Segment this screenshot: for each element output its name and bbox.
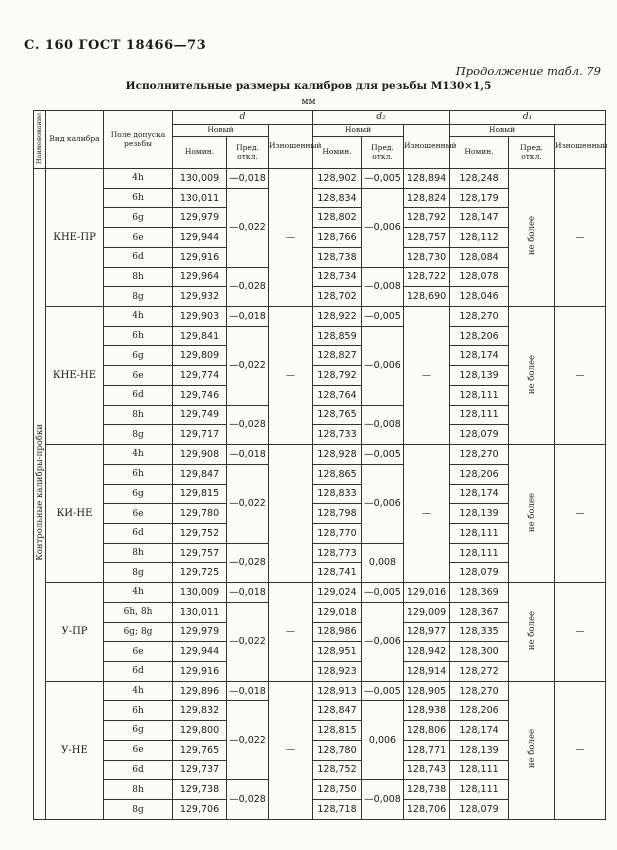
d-deviation: —0,022 — [227, 701, 269, 780]
d2-nominal: 128,951 — [313, 642, 362, 662]
d1-worn: — — [555, 583, 606, 682]
d2-nominal: 128,750 — [313, 780, 362, 800]
d-deviation: —0,022 — [227, 326, 269, 405]
d2-nominal: 128,847 — [313, 701, 362, 721]
d1-nominal: 128,147 — [450, 208, 509, 228]
d-nominal: 129,746 — [173, 385, 227, 405]
d1-nominal: 128,174 — [450, 484, 509, 504]
d2-nominal: 128,734 — [313, 267, 362, 287]
d-nominal: 129,809 — [173, 346, 227, 366]
d2-deviation: —0,005 — [362, 681, 404, 701]
d1-nominal: 128,111 — [450, 523, 509, 543]
tolerance-field: 6h — [104, 188, 173, 208]
d1-nominal: 128,111 — [450, 760, 509, 780]
d2-nominal: 129,024 — [313, 583, 362, 603]
d2-worn: — — [404, 307, 450, 445]
d-nominal: 129,932 — [173, 287, 227, 307]
tolerance-field: 4h — [104, 169, 173, 189]
d2-deviation: —0,006 — [362, 188, 404, 267]
d-deviation: —0,028 — [227, 780, 269, 820]
d-deviation: —0,028 — [227, 543, 269, 582]
table-row — [34, 445, 606, 465]
d-nominal: 130,011 — [173, 602, 227, 622]
d-nominal: 129,964 — [173, 267, 227, 287]
d2-worn: 128,942 — [404, 642, 450, 662]
d-nominal: 129,749 — [173, 405, 227, 425]
d2-nominal: 128,766 — [313, 228, 362, 248]
d2-deviation: —0,008 — [362, 780, 404, 820]
tolerance-field: 6h — [104, 464, 173, 484]
unit-label: мм — [301, 97, 316, 107]
d-nominal: 129,916 — [173, 247, 227, 267]
d-nominal: 129,706 — [173, 800, 227, 820]
d1-worn: — — [555, 169, 606, 307]
d-nominal: 129,832 — [173, 701, 227, 721]
d2-worn: 128,706 — [404, 800, 450, 820]
d1-nominal: 128,206 — [450, 464, 509, 484]
d2-nominal: 128,770 — [313, 523, 362, 543]
ne-bolee-label: не более — [526, 354, 537, 394]
d2-deviation: —0,006 — [362, 464, 404, 543]
d1-new-header: Новый — [450, 125, 555, 137]
tolerance-field: 8g — [104, 563, 173, 583]
d-nominal: 129,738 — [173, 780, 227, 800]
d2-worn: 128,824 — [404, 188, 450, 208]
tolerance-header: Поле допуска резьбы — [104, 111, 173, 169]
d1-nominal: 128,079 — [450, 800, 509, 820]
d1-nominal: 128,084 — [450, 247, 509, 267]
d2-nominal: 128,718 — [313, 800, 362, 820]
d-nominal: 129,765 — [173, 740, 227, 760]
d2-deviation: —0,008 — [362, 405, 404, 444]
d2-nominal: 128,913 — [313, 681, 362, 701]
d-nominal: 129,896 — [173, 681, 227, 701]
tolerance-field: 6d — [104, 247, 173, 267]
d2-nominal: 128,902 — [313, 169, 362, 189]
d2-worn: 128,806 — [404, 721, 450, 741]
d2-deviation: 0,008 — [362, 543, 404, 582]
d-nominal: 130,009 — [173, 583, 227, 603]
d1-nominal: 128,174 — [450, 346, 509, 366]
tolerance-field: 6d — [104, 385, 173, 405]
d-deviation: —0,018 — [227, 307, 269, 327]
tolerance-field: 8h — [104, 780, 173, 800]
tolerance-field: 6d — [104, 661, 173, 681]
d-nominal: 129,800 — [173, 721, 227, 741]
d2-nominal: 128,865 — [313, 464, 362, 484]
tolerance-field: 4h — [104, 445, 173, 465]
d-nominal: 130,011 — [173, 188, 227, 208]
d1-nominal: 128,272 — [450, 661, 509, 681]
gauge-type: У-НЕ — [46, 681, 104, 819]
d2-deviation: —0,006 — [362, 602, 404, 681]
d-deviation: —0,022 — [227, 464, 269, 543]
table-continuation-note: Продолжение табл. 79 — [455, 64, 601, 78]
d1-nominal: 128,112 — [450, 228, 509, 248]
d1-nominal: 128,139 — [450, 740, 509, 760]
d2-worn: 129,016 — [404, 583, 450, 603]
d2-deviation: —0,005 — [362, 169, 404, 189]
side-label: Контрольные калибры-пробки — [34, 169, 46, 820]
table-row — [34, 583, 606, 603]
d-deviation: —0,018 — [227, 681, 269, 701]
d1-nominal: 128,270 — [450, 681, 509, 701]
d2-worn: — — [404, 445, 450, 583]
d-nominal: 129,979 — [173, 208, 227, 228]
table-row — [34, 681, 606, 701]
d1-nominal: 128,369 — [450, 583, 509, 603]
d2-worn: 128,730 — [404, 247, 450, 267]
d1-deviation — [509, 583, 555, 682]
d1-nominal: 128,206 — [450, 701, 509, 721]
d2-worn: 128,938 — [404, 701, 450, 721]
tolerance-field: 6d — [104, 523, 173, 543]
d1-nominal: 128,079 — [450, 425, 509, 445]
d-deviation: —0,022 — [227, 602, 269, 681]
d2-worn: 128,771 — [404, 740, 450, 760]
d-nominal: 129,725 — [173, 563, 227, 583]
tolerance-field: 6g — [104, 721, 173, 741]
d1-nominal: 128,078 — [450, 267, 509, 287]
d-nominal: 129,944 — [173, 228, 227, 248]
d1-nominal-header: Номин. — [450, 137, 509, 169]
gauge-type: КНЕ-ПР — [46, 169, 104, 307]
d2-deviation: —0,005 — [362, 445, 404, 465]
d-deviation: —0,018 — [227, 169, 269, 189]
d-header: d — [173, 111, 313, 125]
d1-nominal: 128,335 — [450, 622, 509, 642]
d1-nominal: 128,367 — [450, 602, 509, 622]
tolerance-field: 8h — [104, 405, 173, 425]
d-nominal: 129,841 — [173, 326, 227, 346]
ne-bolee-label: не более — [526, 216, 537, 256]
d-nominal: 129,979 — [173, 622, 227, 642]
d2-worn: 128,722 — [404, 267, 450, 287]
d-nominal: 129,903 — [173, 307, 227, 327]
d-nominal: 129,916 — [173, 661, 227, 681]
d-dev-header: Пред. откл. — [227, 137, 269, 169]
d-nominal: 129,757 — [173, 543, 227, 563]
d2-nominal: 128,986 — [313, 622, 362, 642]
d2-deviation: —0,005 — [362, 307, 404, 327]
d2-nominal-header: Номин. — [313, 137, 362, 169]
tolerance-field: 4h — [104, 681, 173, 701]
d-nominal: 129,737 — [173, 760, 227, 780]
d-nominal: 130,009 — [173, 169, 227, 189]
d1-dev-header: Пред. откл. — [509, 137, 555, 169]
d2-nominal: 128,752 — [313, 760, 362, 780]
d1-nominal: 128,206 — [450, 326, 509, 346]
ne-bolee-label: не более — [526, 729, 537, 769]
d-nominal: 129,752 — [173, 523, 227, 543]
tolerance-field: 6e — [104, 642, 173, 662]
tolerance-field: 6g — [104, 208, 173, 228]
d2-deviation: —0,006 — [362, 326, 404, 405]
ne-bolee-label: не более — [526, 610, 537, 650]
tolerance-field: 4h — [104, 583, 173, 603]
tolerance-field: 4h — [104, 307, 173, 327]
d1-nominal: 128,270 — [450, 445, 509, 465]
d-deviation: —0,028 — [227, 405, 269, 444]
d2-worn: 128,743 — [404, 760, 450, 780]
tolerance-field: 8g — [104, 800, 173, 820]
d1-nominal: 128,179 — [450, 188, 509, 208]
d-nominal-header: Номин. — [173, 137, 227, 169]
d-deviation: —0,018 — [227, 445, 269, 465]
tolerance-field: 6e — [104, 504, 173, 524]
d-worn: — — [269, 681, 313, 819]
d2-worn: 129,009 — [404, 602, 450, 622]
d-nominal: 129,780 — [173, 504, 227, 524]
tolerance-field: 6e — [104, 740, 173, 760]
tolerance-field: 8g — [104, 425, 173, 445]
d1-deviation — [509, 169, 555, 307]
d1-worn: — — [555, 445, 606, 583]
d2-nominal: 129,018 — [313, 602, 362, 622]
d2-worn: 128,792 — [404, 208, 450, 228]
d1-worn-header: Изношенный — [555, 125, 606, 169]
d2-nominal: 128,859 — [313, 326, 362, 346]
d1-deviation — [509, 681, 555, 819]
d1-nominal: 128,139 — [450, 366, 509, 386]
tolerance-field: 8h — [104, 267, 173, 287]
d-nominal: 129,944 — [173, 642, 227, 662]
tolerance-field: 8g — [104, 287, 173, 307]
d1-nominal: 128,111 — [450, 780, 509, 800]
d2-worn: 128,690 — [404, 287, 450, 307]
d1-nominal: 128,300 — [450, 642, 509, 662]
d2-nominal: 128,827 — [313, 346, 362, 366]
d1-deviation — [509, 307, 555, 445]
d1-nominal: 128,139 — [450, 504, 509, 524]
d-deviation: —0,028 — [227, 267, 269, 306]
d1-nominal: 128,111 — [450, 543, 509, 563]
d2-deviation: 0,006 — [362, 701, 404, 780]
d2-nominal: 128,773 — [313, 543, 362, 563]
d1-worn: — — [555, 307, 606, 445]
d2-nominal: 128,741 — [313, 563, 362, 583]
gauge-type: КНЕ-НЕ — [46, 307, 104, 445]
d2-worn: 128,914 — [404, 661, 450, 681]
d-nominal: 129,847 — [173, 464, 227, 484]
d-worn — [269, 445, 313, 583]
d2-nominal: 128,815 — [313, 721, 362, 741]
d1-worn: — — [555, 681, 606, 819]
d2-nominal: 128,834 — [313, 188, 362, 208]
d2-nominal: 128,928 — [313, 445, 362, 465]
d-deviation: —0,022 — [227, 188, 269, 267]
d2-worn: 128,738 — [404, 780, 450, 800]
gauge-type: У-ПР — [46, 583, 104, 682]
d2-nominal: 128,922 — [313, 307, 362, 327]
d-nominal: 129,774 — [173, 366, 227, 386]
d1-header: d₁ — [450, 111, 606, 125]
d-worn: — — [269, 169, 313, 307]
gauge-type-header: Вид калибра — [46, 111, 104, 169]
d2-worn: 128,905 — [404, 681, 450, 701]
d1-nominal: 128,111 — [450, 405, 509, 425]
d2-worn-header: Изношенный — [404, 125, 450, 169]
d2-worn: 128,894 — [404, 169, 450, 189]
d2-nominal: 128,733 — [313, 425, 362, 445]
name-header: Наименование — [34, 111, 46, 169]
d-nominal: 129,908 — [173, 445, 227, 465]
table-title: Исполнительные размеры калибров для резьбы M130×1,5 — [125, 80, 492, 92]
tolerance-field: 6h — [104, 701, 173, 721]
d2-nominal: 128,765 — [313, 405, 362, 425]
d1-nominal: 128,046 — [450, 287, 509, 307]
tolerance-field: 8h — [104, 543, 173, 563]
d1-deviation — [509, 445, 555, 583]
d2-deviation: —0,008 — [362, 267, 404, 306]
d2-worn: 128,757 — [404, 228, 450, 248]
d2-nominal: 128,792 — [313, 366, 362, 386]
d2-nominal: 128,764 — [313, 385, 362, 405]
d2-nominal: 128,802 — [313, 208, 362, 228]
d1-nominal: 128,111 — [450, 385, 509, 405]
d-worn: — — [269, 307, 313, 445]
d2-nominal: 128,833 — [313, 484, 362, 504]
d-deviation: —0,018 — [227, 583, 269, 603]
tolerance-field: 6g — [104, 484, 173, 504]
tolerance-field: 6h, 8h — [104, 602, 173, 622]
d1-nominal: 128,248 — [450, 169, 509, 189]
d-worn: — — [269, 583, 313, 682]
tolerance-field: 6g; 8g — [104, 622, 173, 642]
d2-nominal: 128,702 — [313, 287, 362, 307]
d1-nominal: 128,174 — [450, 721, 509, 741]
ne-bolee-label: не более — [526, 492, 537, 532]
d-worn-header: Изношенный — [269, 125, 313, 169]
table-row — [34, 169, 606, 189]
d1-nominal: 128,270 — [450, 307, 509, 327]
tolerance-field: 6e — [104, 366, 173, 386]
page-header: С. 160 ГОСТ 18466—73 — [24, 38, 207, 53]
d2-nominal: 128,798 — [313, 504, 362, 524]
d2-worn: 128,977 — [404, 622, 450, 642]
tolerance-field: 6e — [104, 228, 173, 248]
d2-nominal: 128,923 — [313, 661, 362, 681]
table-row — [34, 307, 606, 327]
d-nominal: 129,815 — [173, 484, 227, 504]
d2-nominal: 128,780 — [313, 740, 362, 760]
d-new-header: Новый — [173, 125, 269, 137]
d-nominal: 129,717 — [173, 425, 227, 445]
tolerance-field: 6h — [104, 326, 173, 346]
d2-nominal: 128,738 — [313, 247, 362, 267]
tolerance-field: 6d — [104, 760, 173, 780]
d2-new-header: Новый — [313, 125, 404, 137]
d2-header: d₂ — [313, 111, 450, 125]
d2-dev-header: Пред. откл. — [362, 137, 404, 169]
gauge-type: КИ-НЕ — [46, 445, 104, 583]
d1-nominal: 128,079 — [450, 563, 509, 583]
tolerance-field: 6g — [104, 346, 173, 366]
d2-deviation: —0,005 — [362, 583, 404, 603]
gauge-dimensions-table — [33, 110, 606, 820]
